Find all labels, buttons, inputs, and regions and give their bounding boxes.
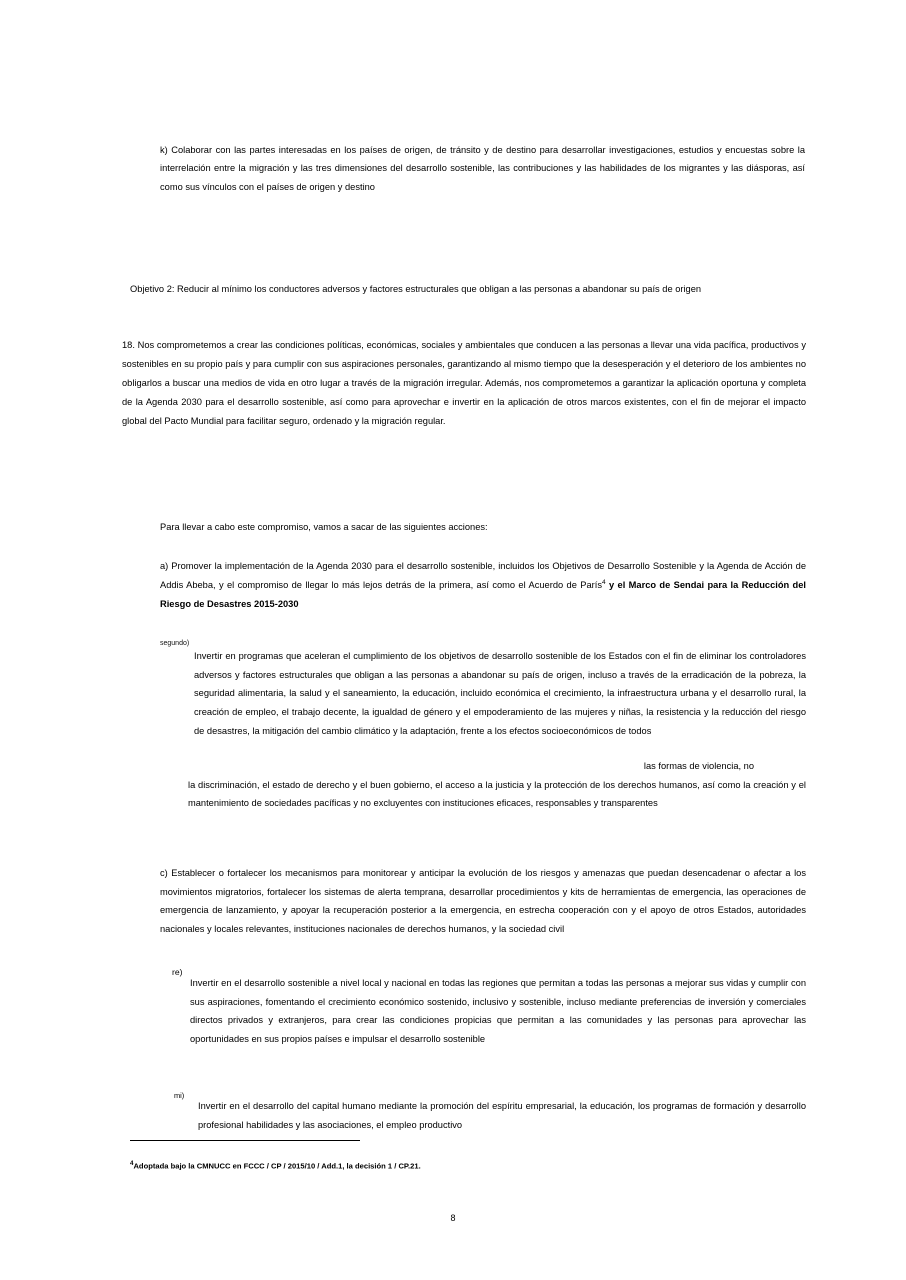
list-item-a: [160, 557, 806, 613]
page-number: 8: [450, 1213, 456, 1223]
footnote-separator: [130, 1140, 360, 1141]
list-item-a-bold-text: y el Marco de Sendai para la Reducción del Riesgo de Desastres 2015-2030: [160, 579, 806, 609]
list-item-e-text: Invertir en el desarrollo del capital humano mediante la promoción del espíritu empresarial, la educación, los programas de formación y desarrollo profesional habilidades y las asociaciones, el empleo productivo: [198, 1101, 806, 1130]
list-item-d-text: Invertir en el desarrollo sostenible a nivel local y nacional en todas las regiones que permitan a todas las personas a mejorar sus vidas y cumplir con sus aspiraciones, fomentando el crecimiento económico sostenido, inclusivo y sostenible, incluso mediante preferencias de inversión y comerciales directos privados y extranjeros, para crear las condiciones propicias que permitan a las comunidades y las personas para aprovechar las oportunidades en sus propios países e impulsar el desarrollo sostenible: [190, 978, 806, 1045]
list-item-e-label: mi): [174, 1091, 185, 1100]
paragraph-item-k: k) Colaborar con las partes interesadas en los países de origen, de tránsito y de destino para desarrollar investigaciones, estudios y encuestas sobre la interrelación entre la migración y las tres dimensiones del desarrollo sostenible, las contribuciones y las habilidades de los migrantes y las diásporas, así como sus vínculos con el países de origen y destino: [160, 145, 805, 192]
list-item-d: [160, 965, 806, 1058]
list-item-b: [160, 638, 806, 750]
footnote-number: 4: [130, 1160, 134, 1167]
footnote: [130, 1160, 730, 1172]
commitment-lead-in: Para llevar a cabo este compromiso, vamos a sacar de las siguientes acciones:: [160, 522, 488, 533]
paragraph-18: 18. Nos comprometemos a crear las condiciones políticas, económicas, sociales y ambientales que conducen a las personas a llevar una vida pacífica, productivos y sostenibles en su propio país y para cumplir con sus aspiraciones personales, garantizando al mismo tiempo que la desesperación y el deterioro de los ambientes no obligarlos a buscar una medios de vida en otro lugar a través de la migración irregular. Además, nos comprometemos a garantizar la aplicación oportuna y completa de la Agenda 2030 para el desarrollo sostenible, así como para aprovechar e invertir en la aplicación de otros marcos existentes, con el fin de mejorar el impacto global del Pacto Mundial para facilitar seguro, ordenado y la migración regular.: [122, 340, 806, 427]
footnote-text: Adoptada bajo la CMNUCC en FCCC / CP / 2015/10 / Add.1, la decisión 1 / CP.21.: [133, 1161, 421, 1171]
footnote-reference[interactable]: 4: [601, 578, 606, 586]
list-item-a-text: a) Promover la implementación de la Agenda 2030 para el desarrollo sostenible, incluidos los Objetivos de Desarrollo Sostenible y la Agenda de Acción de Addis Abeba, y el compromiso de llegar lo más lejos detrás de la primera, así como el Acuerdo de París: [160, 561, 806, 590]
objective-heading: Objetivo 2: Reducir al mínimo los conductores adversos y factores estructurales que obligan a las personas a abandonar su país de origen: [130, 284, 702, 295]
list-item-b-label: segundo): [160, 640, 190, 647]
list-item-e: [160, 1088, 806, 1144]
list-item-d-label: re): [172, 967, 183, 977]
list-item-b-text: Invertir en programas que aceleran el cumplimiento de los objetivos de desarrollo sostenible de los Estados con el fin de eliminar los controladores adversos y factores estructurales que obligan a las personas a abandonar su país de origen, incluso a través de la erradicación de la pobreza, la seguridad alimentaria, la salud y el saneamiento, la educación, incluido económica el crecimiento, la infraestructura urbana y el desarrollo rural, la creación de empleo, el trabajo decente, la igualdad de género y el empoderamiento de las mujeres y niñas, la resistencia y la reducción del riesgo de desastres, la mitigación del cambio climático y la adaptación, frente a los efectos socioeconómicos de todos: [194, 651, 806, 736]
list-item-b-continuation: [160, 757, 806, 813]
list-item-b-continuation-right: las formas de violencia, no: [643, 761, 754, 771]
list-item-b-continuation-rest: la discriminación, el estado de derecho y el buen gobierno, el acceso a la justicia y la protección de los derechos humanos, así como la creación y el mantenimiento de sociedades pacíficas y no excluyentes con instituciones eficaces, responsables y transparentes: [188, 779, 806, 809]
list-item-c: c) Establecer o fortalecer los mecanismos para monitorear y anticipar la evolución de los riesgos y amenazas que puedan desencadenar o afectar a los movimientos migratorios, fortalecer los sistemas de alerta temprana, desarrollar procedimientos y kits de herramientas de emergencia, las operaciones de emergencia de lanzamiento, y apoyar la recuperación posterior a la emergencia, en estrecha cooperación con y el apoyo de otros Estados, autoridades nacionales y locales relevantes, instituciones nacionales de derechos humanos, y la sociedad civil: [160, 868, 806, 935]
